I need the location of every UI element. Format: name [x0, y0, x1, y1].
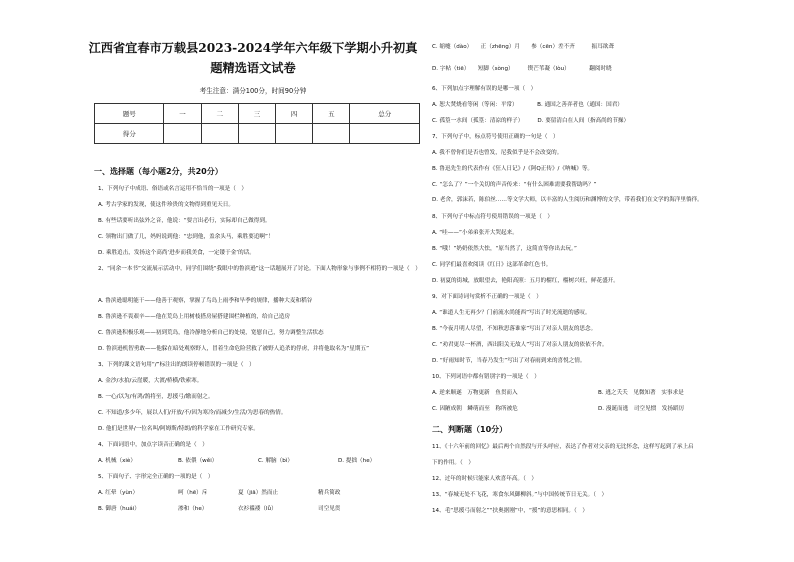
question-line: 3、下列的课文语句用“/”标注出的朗读停顿错误的一项是（ ） [98, 362, 255, 368]
question-line: 14、毛“思援弓而射之”“扶奥据刚”中，“援”的意思相同。（ ） [432, 508, 588, 514]
option: C. 解脑（bì） [258, 458, 293, 464]
question-line: 5、下面句子、字形完全正确的一项的是（ ） [98, 474, 214, 480]
score-header-cell: 五 [313, 104, 350, 124]
question-line: 1、下列句子中成语、俗语或名言运用不恰当的一项是（ ） [98, 186, 247, 192]
right-column [432, 0, 760, 562]
option: A. 红晕（yùn） [98, 490, 139, 496]
question-line: 11、《十六年前的回忆》最后两个自然段与开头呼应，表达了作者对父亲的无比怀念，这样写起到了承上启 [432, 444, 694, 450]
question-line: A. 鲁滨逊聪明能干——他善于观察，掌握了鸟岛上雨季和旱季的规律，播种大麦和稻谷 [98, 298, 313, 304]
score-row-label: 得分 [95, 124, 164, 144]
question-line: 9、对下面诗词句赏析不正确的一项是（ ） [432, 294, 542, 300]
question-line: C. “怎么了？”一个关切的声音传来：“有什么困难需要我帮助吗？” [432, 182, 597, 188]
score-cell[interactable] [350, 124, 420, 144]
exam-note: 考生注意：满分100分，时间90分钟 [199, 87, 307, 95]
question-line: A. “谁道人生无再少？门前流水尚能西”写出了时光流逝的感叹。 [432, 310, 591, 316]
option: 夏（jiā）然而止 [238, 490, 279, 496]
question-line: B. 有些话要听出弦外之音，他说：“要言出必行，实际却自己做得到。 [98, 218, 271, 224]
score-table-header-row [95, 104, 420, 124]
question-line: D. “好雨知时节，当春乃发生”写出了对春雨到来的喜悦之情。 [432, 358, 586, 364]
question-line: A. 金沙/水拍/云崖暖，大渡/桥横/铁索寒。 [98, 378, 203, 384]
question-line: 13、“春城无处不飞花，寒食东风御柳斜。”与中国传统节日无关。（ ） [432, 492, 608, 498]
q10-row1 [432, 390, 684, 397]
score-header-cell: 二 [201, 104, 238, 124]
score-header-cell: 四 [276, 104, 313, 124]
option: D. 漫诞而逃 司空见惯 发扬蹈厉 [598, 406, 685, 412]
question-line: B. “今夜月明人尽望，不知秋思落谁家”写出了对亲人朋友的思念。 [432, 326, 597, 332]
score-header-cell: 总分 [350, 104, 420, 124]
question-line: C. 领物出门做了几，妈妈说到他：“忠到他，盖余头马，乘胜要追啊”！ [98, 234, 274, 240]
question-line: D. 初夏的街城，放眼望去，艳阳高照：五月的榴红，榴树兴旺，鲜花盛开。 [432, 278, 619, 284]
question-line: C. 同学们最喜欢阅读《红日》这部革命红色书。 [432, 262, 552, 268]
score-table [94, 103, 420, 144]
question-line: D. 乘胜追击，发扬这个高尚‘进步而我美食，一定镂于金’的话。 [98, 250, 255, 256]
question-line: A. 考古学家的发现，使这件珍贵的文物得到重见天日。 [98, 202, 234, 208]
question-line: 12、过年的时候只能家人欢喜年高。（ ） [432, 476, 538, 482]
left-column [84, 0, 422, 562]
option: A. 逆来顺遂 万物更新 鱼贯而入 [432, 390, 518, 396]
score-table-score-row [95, 124, 420, 144]
question-line: C. 鲁滨逊积极乐观——初到荒岛，他冷静地分析自己的处境，宽慰自己，努力调整生活状态 [98, 330, 324, 336]
question-line: D. 鲁滨逊机智勇敢——他躲在暗处观察野人，冒着生命危险营救了被野人追杀的俘虏，并将他取名为“星期五” [98, 346, 369, 352]
question-line: B. 鲁迅先生的代表作有《狂人日记》/《阿Q正传》/《呐喊》等。 [432, 166, 594, 172]
question-line: A. 恕大焚烧看等闲（等闲：平常） B. 通国之善弈者也（通国：国君） [432, 102, 623, 108]
question-line: 2、“同余一本书”交流展示活动中，同学们围绕“我眼中的鲁滨逊”这一话题展开了讨论。下面人物形象与事例不相符的一项是（ ） [98, 266, 421, 272]
question-line: 7、下列句子中，标点符号使用正确的一句是（ ） [432, 134, 559, 140]
score-cell[interactable] [238, 124, 275, 144]
question-line: 6、下列加点字理解有误的是哪一项（ ） [432, 86, 537, 92]
q4-options [98, 458, 375, 465]
question-line: D. 字帖（tiē） 短脚（sòng） 锲芒苇凝（lòu） 翻阅时晓 [432, 66, 612, 72]
score-cell[interactable] [164, 124, 201, 144]
option: 渗和（he） [178, 506, 208, 512]
question-line: D. 老舍，郭沫若，陈伯丝……等文学大师，以丰富的人生阅历和渊博的文学，带着我们在文学的海洋里徜徉。 [432, 197, 703, 203]
q10-row2 [432, 406, 684, 413]
q5-row1 [98, 490, 340, 497]
question-line: C. “劝君更尽一杯酒，西出阳关无故人”写出了对亲人朋友的依依不舍。 [432, 342, 608, 348]
option: 司空见贯 [318, 506, 341, 512]
question-line: C. 缩嚏（dào） 正（zhēng）月 参（cēn）差不齐 振耳欲聋 [432, 44, 614, 50]
question-line: D. 他们是世界/一位名叫/阿姆斯/特朗/的科学家在工作研究专家。 [98, 426, 259, 432]
question-line: 8、下列句子中标点符号使用错误的一项是（ ） [432, 214, 554, 220]
option: 精兵简政 [318, 490, 341, 496]
score-cell[interactable] [313, 124, 350, 144]
question-line: A. 我不曾你们是否也曾发，尼我似乎是不会改变的。 [432, 150, 563, 156]
section2-heading: 二、判断题（10分） [432, 425, 508, 434]
question-line: B. 一心/以为/有鸿/鹄将至，思援弓/缴而射之。 [98, 394, 214, 400]
option: 呵（hē）斥 [178, 490, 208, 496]
question-line: B. 鲁滨逊不畏艰辛——他在荒岛上用树枝搭房屋搭建围栏种植的，给自己造房 [98, 314, 290, 320]
question-line: B. “哦！”奶奶依然大怯，“原当然了，这简直等你出去玩。” [432, 246, 577, 252]
question-line: C. 孤篁一水间（孤篁：清凉的样子） D. 要留清白在人间（指高尚的节操） [432, 118, 630, 124]
option: B. 御唐（huái） [98, 506, 140, 512]
option: C. 因陋成朝 鳞萌而至 称所被危 [432, 406, 518, 412]
score-cell[interactable] [201, 124, 238, 144]
question-line: A. “哇——”小弟弟张开大哭起来。 [432, 230, 518, 236]
q5-row2 [98, 506, 340, 513]
exam-title-line2: 题精选语文试卷 [210, 61, 296, 75]
option: A. 机械（xiè） [98, 458, 136, 464]
section1-heading: 一、选择题（每小题2分，共20分） [94, 167, 223, 176]
exam-title-line1: 江西省宜春市万载县2023-2024学年六年级下学期小升初真 [88, 41, 418, 55]
option: B. 逃之夭夭 见微知著 实事求是 [598, 390, 684, 396]
score-header-cell: 一 [164, 104, 201, 124]
score-header-cell: 三 [238, 104, 275, 124]
question-line: 4、下面词语中，加点字读音正确的是（ ） [98, 442, 208, 448]
question-line: C. 不知道/多少年，展以人们/开放/不/因为寒冷/而减少/生活/为思春的热情。 [98, 410, 287, 416]
option: D. 提拙（he） [338, 458, 376, 464]
question-line: 10、下列词语中都有错别字的一项是（ ） [432, 374, 540, 380]
question-line: 下的作用。（ ） [432, 460, 474, 466]
score-cell[interactable] [276, 124, 313, 144]
option: 衣衫褴褛（lǚ） [238, 506, 277, 512]
score-header-cell: 题号 [95, 104, 164, 124]
option: B. 依偎（wěi） [178, 458, 218, 464]
